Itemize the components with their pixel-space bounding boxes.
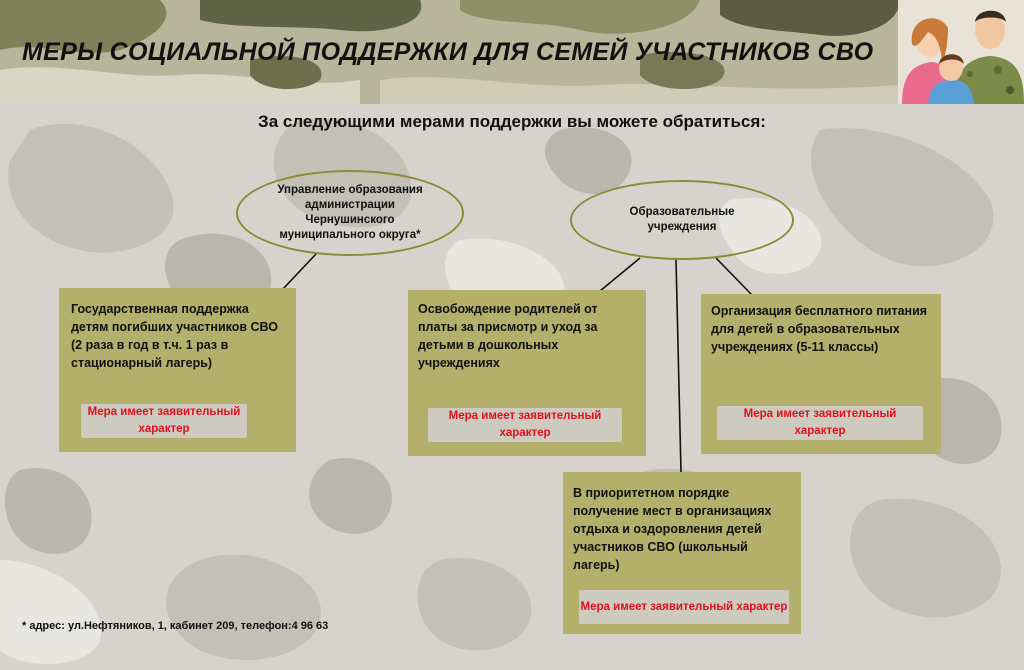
application-required-badge: Мера имеет заявительный характер [579, 590, 789, 624]
measure-card-free-meals [701, 294, 941, 454]
measure-card-camp-priority [563, 472, 801, 634]
family-illustration [898, 0, 1024, 104]
education-department-oval [236, 170, 464, 256]
educational-institutions-label: Образовательные учреждения [629, 206, 735, 233]
measure-text: Организация бесплатного питания для детей в образовательных учреждениях (5-11 классы) [711, 304, 928, 354]
address-footnote: * адрес: ул.Нефтяников, 1, кабинет 209, телефон:4 96 63 [22, 620, 329, 632]
connector-line [676, 260, 681, 472]
educational-institutions-oval [570, 180, 794, 260]
measure-text: В приоритетном порядке получение мест в организациях отдыха и оздоровления детей участников СВО (школьный лагерь) [573, 486, 772, 572]
application-required-badge: Мера имеет заявительный характер [717, 406, 923, 440]
application-required-badge: Мера имеет заявительный характер [81, 404, 247, 438]
education-department-label: Управление образования администрации Чернушинского муниципального округа* [277, 184, 423, 241]
measure-text: Освобождение родителей от платы за присмотр и уход за детьми в дошкольных учреждениях [418, 302, 598, 370]
connector-line [716, 258, 752, 295]
page-title: МЕРЫ СОЦИАЛЬНОЙ ПОДДЕРЖКИ ДЛЯ СЕМЕЙ УЧАСТНИКОВ СВО [22, 38, 874, 66]
connector-line [600, 258, 640, 291]
section-heading: За следующими мерами поддержки вы можете обратиться: [258, 112, 766, 131]
measure-card-fee-exemption [408, 290, 646, 456]
connector-line [283, 254, 316, 289]
measure-card-state-support [59, 288, 296, 452]
application-required-badge: Мера имеет заявительный характер [428, 408, 622, 442]
measure-text: Государственная поддержка детям погибших участников СВО (2 раза в год в т.ч. 1 раз в стационарный лагерь) [71, 302, 279, 370]
